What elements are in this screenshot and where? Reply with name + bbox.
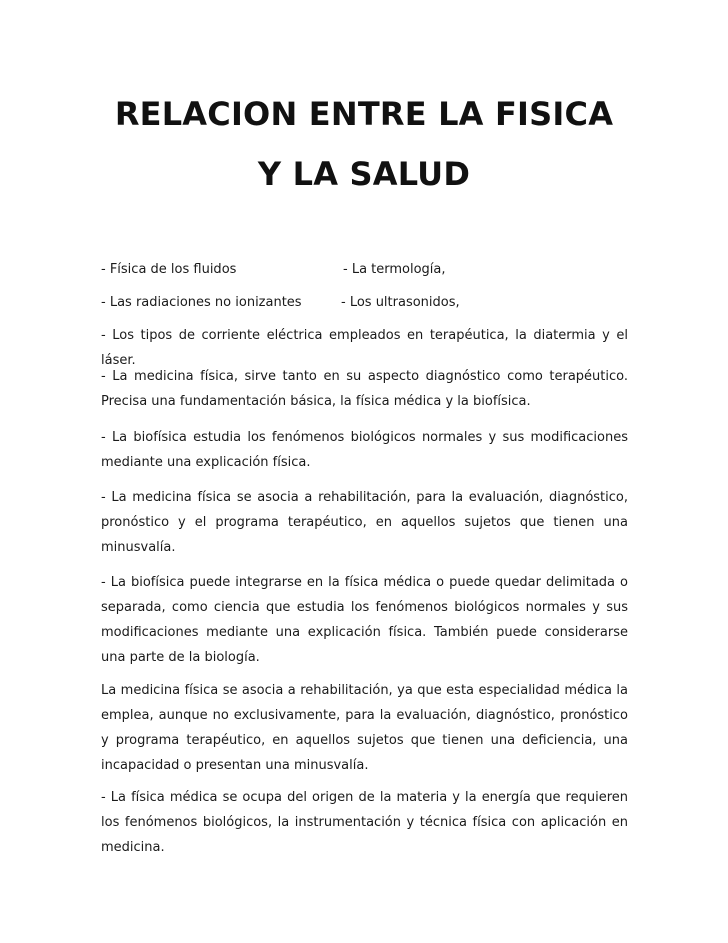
topic-ultrasonidos: - Los ultrasonidos, — [341, 295, 460, 310]
paragraph-biofisica-integracion: - La biofísica puede integrarse en la física médica o puede quedar delimitada o separada, como ciencia que estudia los fenómenos biológicos normales y sus modificaciones mediante una explicación física. También puede considerarse una parte de la biología. — [101, 575, 628, 665]
topic-radiaciones: - Las radiaciones no ionizantes — [101, 295, 302, 310]
paragraph-biofisica: - La biofísica estudia los fenómenos biológicos normales y sus modificaciones mediante una explicación física. — [101, 430, 628, 470]
paragraph-especialidad: La medicina física se asocia a rehabilitación, ya que esta especialidad médica la emplea, aunque no exclusivamente, para la evaluación, diagnóstico, pronóstico y programa terapéutico, en aquellos sujetos que tienen una deficiencia, una incapacidad o presentan una minusvalía. — [101, 683, 628, 773]
paragraph-corriente: - Los tipos de corriente eléctrica empleados en terapéutica, la diatermia y el láser. — [101, 328, 628, 368]
title-line-2: Y LA SALUD — [257, 155, 471, 193]
title-line-1: RELACION ENTRE LA FISICA — [114, 95, 614, 133]
topic-fluids: - Física de los fluidos — [101, 262, 237, 277]
topic-termologia: - La termología, — [343, 262, 446, 277]
paragraph-fisica-medica: - La física médica se ocupa del origen de la materia y la energía que requieren los fenómenos biológicos, la instrumentación y técnica física con aplicación en medicina. — [101, 790, 628, 855]
paragraph-medicina-fisica: - La medicina física, sirve tanto en su aspecto diagnóstico como terapéutico. Precisa una fundamentación básica, la física médica y la biofísica. — [101, 369, 628, 409]
paragraph-rehabilitacion: - La medicina física se asocia a rehabilitación, para la evaluación, diagnóstico, pronóstico y el programa terapéutico, en aquellos sujetos que tienen una minusvalía. — [101, 490, 628, 555]
